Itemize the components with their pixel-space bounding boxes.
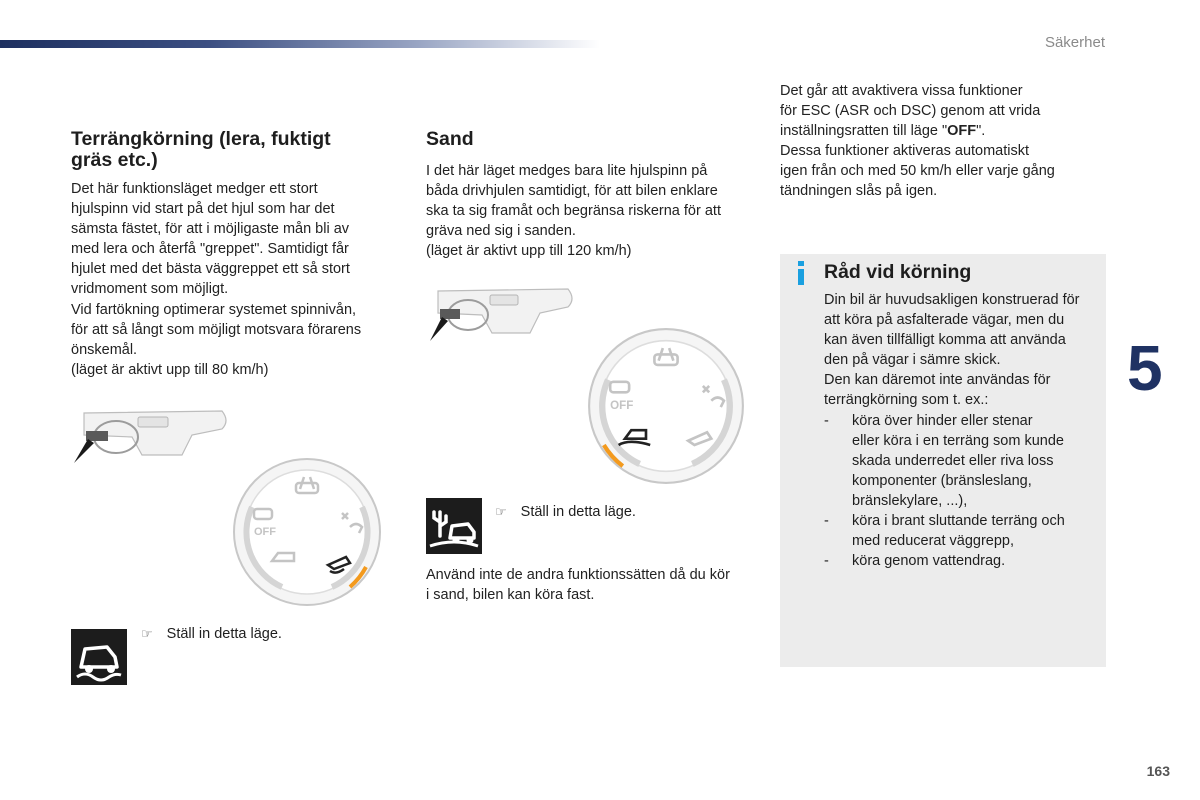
dial-off-label: OFF (254, 526, 276, 538)
sand-instruction: ☞ Ställ in detta läge. (495, 504, 636, 520)
mud-heading: Terrängkörning (lera, fuktigt gräs etc.) (71, 128, 331, 171)
dashboard-illustration (72, 405, 232, 470)
mud-mode-icon (71, 629, 127, 685)
list-item: - köra i brant sluttande terräng och med reducerat väggrepp, (824, 513, 1065, 550)
sand-heading: Sand (426, 128, 474, 150)
dashboard-illustration (428, 283, 578, 348)
mud-mode-pictogram (71, 629, 127, 685)
sand-mode-pictogram (426, 498, 482, 554)
sand-warning: Använd inte de andra funktionssätten då du kör i sand, bilen kan köra fast. (426, 567, 730, 604)
page-number: 163 (1146, 763, 1170, 779)
sand-body: I det här läget medges bara lite hjulspinn på båda drivhjulen samtidigt, för att bilen enklare ska ta sig framåt och begränsa riskerna för att gräva ned sig i sanden. (läget är aktivt upp till 120 km/h) (426, 163, 721, 260)
list-item: - köra genom vattendrag. (824, 553, 1006, 570)
mode-selector-dial (232, 457, 382, 607)
header-gradient-bar (0, 40, 600, 48)
mud-body: Det här funktionsläget medger ett stort hjulspinn vid start på det hjul som har det sämsta fästet, för att i möjligaste mån bli av med lera och återfå "greppet". Samtidigt får hjulet med det bästa väggreppet ett så stort vridmoment som möjligt. Vid fartökning optimerar systemet spinnivån, för att så långt som möjligt motsvara förarens önskemål. (läget är aktivt upp till 80 km/h) (71, 181, 362, 378)
esc-paragraph: Det går att avaktivera vissa funktioner för ESC (ASR och DSC) genom att vrida inställningsratten till läge "OFF". Dessa funktioner aktiveras automatiskt igen från och med 50 km/h eller varje gång tändningen slås på igen. (780, 83, 1055, 200)
section-name: Säkerhet (1044, 34, 1105, 51)
list-item: - köra över hinder eller stenar eller köra i en terräng som kunde skada underredet eller riva loss komponenter (bränsleslang, bränslekylare, ...), (824, 412, 1064, 509)
dial-off-label: OFF (610, 400, 634, 413)
hand-pointer-icon: ☞ (141, 626, 153, 641)
info-icon (796, 261, 806, 285)
chapter-number: 5 (1127, 332, 1163, 404)
hand-pointer-icon: ☞ (495, 504, 507, 519)
mode-selector-dial (587, 327, 745, 485)
info-body: Din bil är huvudsakligen konstruerad för att köra på asfalterade vägar, men du kan även tillfälligt komma att använda den på vägar i sämre skick. Den kan däremot inte användas för terrängkörning som t. ex.: - köra över hinder eller stenar eller köra i en terräng som kunde skada underredet eller riva loss komponenter (bränsleslang, bränslekylare, ...), - köra i brant sluttande terräng och med reducerat väggrepp, - köra genom vattendrag. (824, 290, 1104, 571)
info-title: Råd vid körning (824, 261, 972, 283)
mud-instruction: ☞ Ställ in detta läge. (141, 626, 282, 642)
sand-mode-icon (426, 498, 482, 554)
